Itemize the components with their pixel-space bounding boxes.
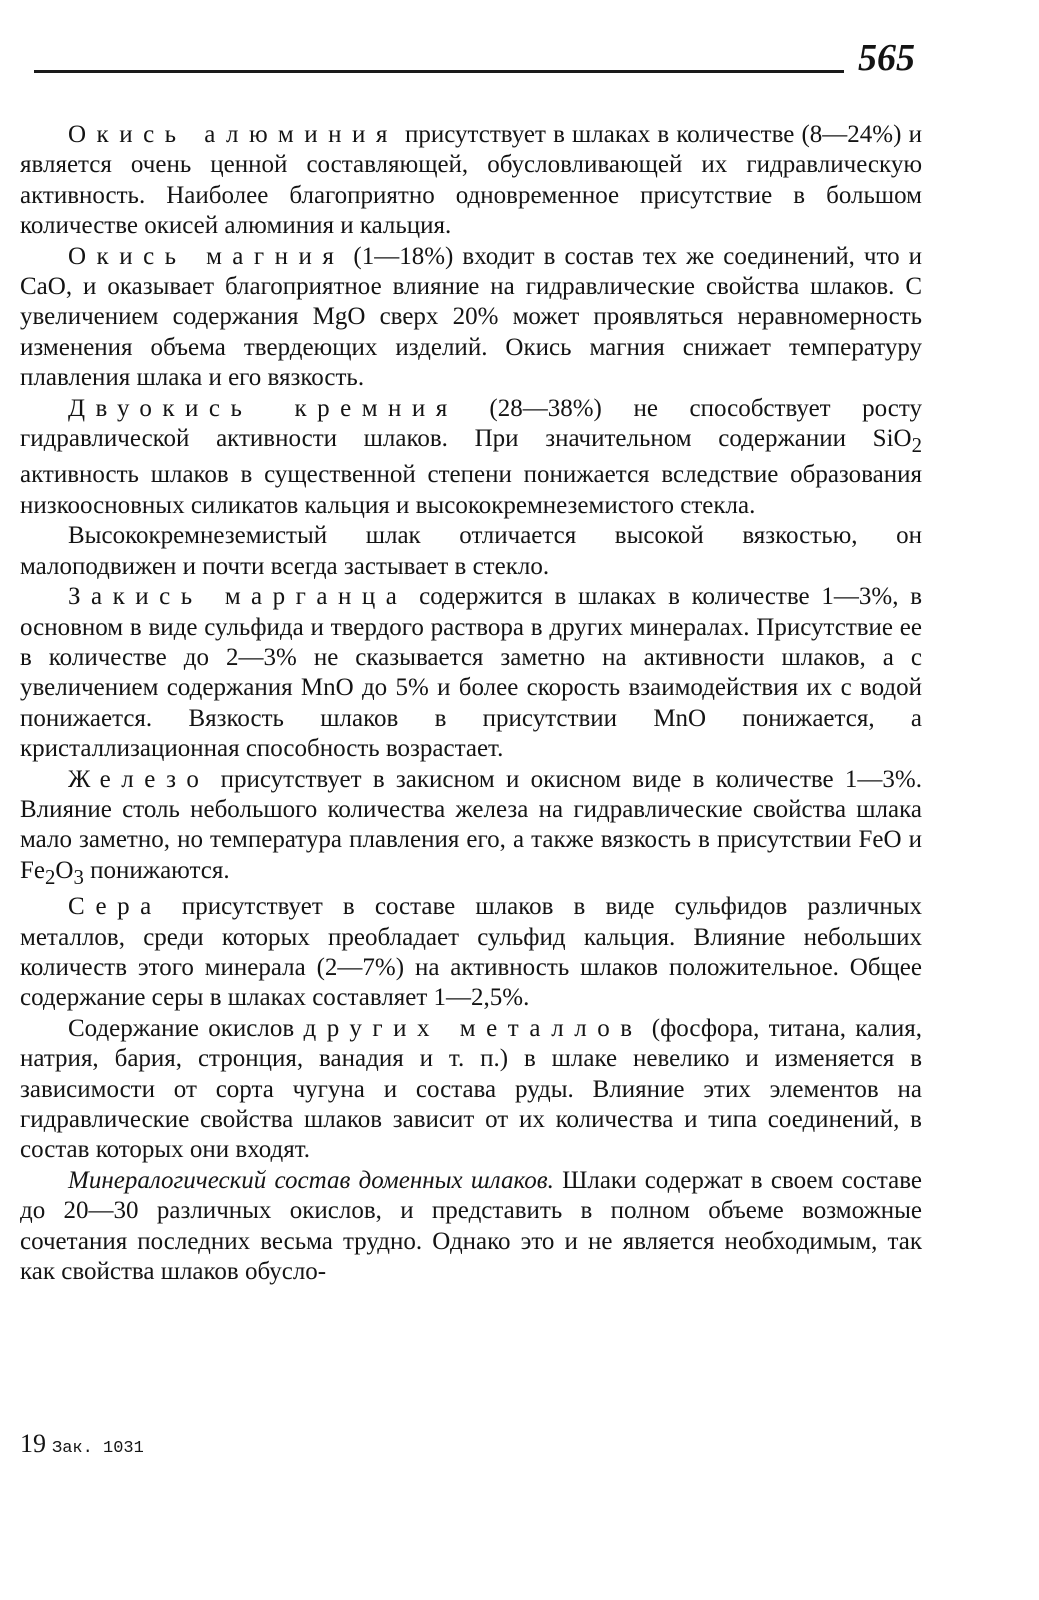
term-manganese: Закись марганца — [68, 583, 408, 611]
paragraph-text: понижаются. — [83, 856, 230, 884]
subscript: 2 — [45, 864, 56, 889]
term-sulfur: Сера — [68, 893, 162, 921]
term-other-metals: других металлов — [303, 1014, 643, 1042]
signature-number: 19 — [20, 1429, 46, 1458]
printer-signature — [20, 1429, 144, 1461]
paragraph-sulfur — [20, 892, 922, 1014]
paragraph-text: Содержание окислов — [68, 1014, 304, 1042]
order-number: Зак. 1031 — [52, 1439, 144, 1458]
paragraph-text: Шлаки содержат в своем составе до 20—30 различных окислов, и представить в полном объеме возможные сочетания последних весьма трудно. Однако это и не является необходимым, так как свойства шлаков обусло- — [20, 1166, 922, 1286]
section-heading-mineralogy: Минералогический состав доменных шлаков. — [68, 1166, 554, 1194]
paragraph-text: содержится в шлаках в количестве 1—3%, в основном в виде сульфида и твердого раствора в других минералах. Присутствие ее в количестве до 2—3% не сказывается заметно на активности шлаков, а с увеличением содержания MnO до 5% и более скорость взаимодействия их с водой понижается. Вязкость шлаков в присутствии MnO понижается, а кристаллизационная способность возрастает. — [20, 583, 923, 763]
subscript: 2 — [911, 433, 922, 458]
paragraph-text: присутствует в составе шлаков в виде сульфидов различных металлов, среди которых преобладает сульфид кальция. Влияние небольших количеств этого минерала (2—7%) на активность шлаков положительное. Общее содержание серы в шлаках составляет 1—2,5%. — [20, 893, 922, 1012]
term-iron: Железо — [68, 765, 210, 793]
paragraph-text: (фосфора, титана, калия, натрия, бария, стронция, ванадия и т. п.) в шлаке невелико и изменяется в зависимости от сорта чугуна и состава руды. Влияние этих элементов на гидравлические свойства шлаков зависит от их количества и типа соединений, в состав которых они входят. — [20, 1014, 922, 1164]
text-body — [20, 120, 922, 1287]
paragraph-alumina — [20, 120, 922, 242]
paragraph-silica — [20, 394, 922, 522]
term-alumina: Окись алюминия — [68, 121, 398, 148]
paragraph-iron — [20, 765, 922, 893]
paragraph-text: активность шлаков в существенной степени понижается вследствие образования низкоосновных силикатов кальция и высококремнеземистого стекла. — [20, 461, 922, 519]
paragraph-text: Высококремнеземистый шлак отличается высокой вязкостью, он малоподвижен и почти всегда застывает в стекло. — [20, 522, 922, 580]
paragraph-text: (28—38%) не способствует росту гидравлической активности шлаков. При значительном содержании SiO — [20, 394, 922, 453]
paragraph-text: присутствует в шлаках в количестве (8—24%) и является очень ценной составляющей, обусловливающей их гидравлическую активность. Наиболее благоприятно одновременное присутствие в большом количестве окисей алюминия и кальция. — [20, 121, 923, 240]
term-silica: Двуокись кремния — [68, 394, 458, 422]
paragraph-manganese — [20, 582, 922, 764]
page-number: 565 — [858, 37, 915, 79]
paragraph-mineralogy — [20, 1166, 922, 1288]
paragraph-text: присутствует в закисном и окисном виде в количестве 1—3%. Влияние столь небольшого количества железа на гидравлические свойства шлака мало заметно, но температура плавления его, а также вязкость в присутствии FeO и Fe — [20, 765, 922, 884]
paragraph-other-metals — [20, 1014, 922, 1166]
paragraph-text: (1—18%) входит в состав тех же соединений, что и CaO, и оказывает благоприятное влияние на гидравлические свойства шлаков. С увеличением содержания MgO сверх 20% может проявляться неравномерность изменения объема твердеющих изделий. Окись магния снижает температуру плавления шлака и его вязкость. — [20, 242, 922, 392]
paragraph-high-silica-slag — [20, 521, 922, 582]
paragraph-magnesia — [20, 242, 922, 394]
subscript: 3 — [73, 864, 84, 889]
paragraph-text: O — [55, 856, 74, 884]
term-magnesia: Окись магния — [68, 242, 345, 270]
header-rule — [34, 70, 844, 73]
